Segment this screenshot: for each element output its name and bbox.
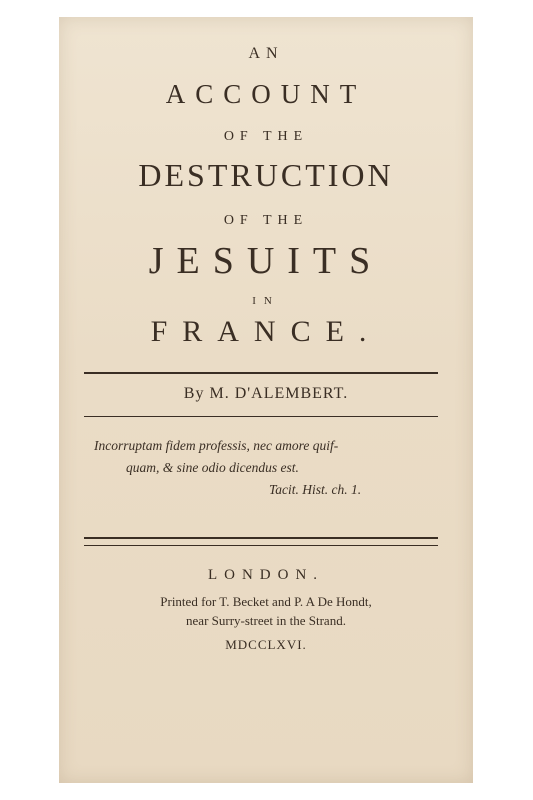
imprint-city: LONDON.	[207, 567, 325, 583]
epigraph-citation: Tacit. Hist. ch. 1.	[269, 482, 362, 497]
rule-above-author	[84, 372, 438, 374]
epigraph-line-1: Incorruptam fidem professis, nec amore quif-	[94, 438, 339, 453]
title-line-account: ACCOUNT	[165, 79, 367, 109]
title-line-of-the-2: OF THE	[223, 213, 309, 228]
author-line: By M. D'ALEMBERT.	[183, 385, 349, 402]
imprint-year: MDCCLXVI.	[225, 637, 307, 652]
double-rule-top	[84, 537, 438, 539]
imprint-printed-line-1: Printed for T. Becket and P. A De Hondt,	[160, 594, 372, 609]
epigraph-line-2: quam, & sine odio dicendus est.	[126, 460, 299, 475]
title-line-france: FRANCE.	[150, 315, 382, 348]
title-line-an: AN	[248, 45, 284, 62]
imprint-printed-line-2: near Surry-street in the Strand.	[186, 613, 346, 628]
title-line-jesuits: JESUITS	[148, 240, 384, 282]
title-line-of-the-1: OF THE	[223, 129, 309, 144]
title-line-in: IN	[252, 295, 280, 307]
rule-below-author	[84, 416, 438, 417]
title-page	[59, 17, 473, 783]
double-rule-bottom	[84, 545, 438, 546]
title-line-destruction: DESTRUCTION	[138, 157, 394, 193]
